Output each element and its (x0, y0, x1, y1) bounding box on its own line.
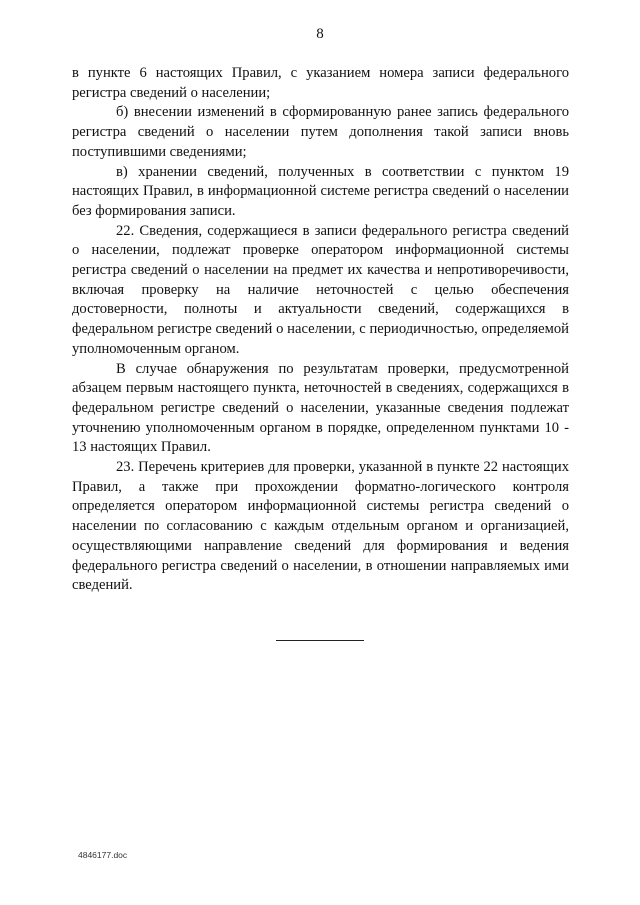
page-number: 8 (316, 26, 324, 42)
paragraph-continuation: в пункте 6 настоящих Правил, с указанием номера записи федерального регистра сведений о населении; (72, 65, 569, 101)
paragraph-clause-22: 22. Сведения, содержащиеся в записи федерального регистра сведений о населении, подлежат проверке оператором информационной системы регистра сведений о населении на предмет их качества и непротиворечивости, включая проверку на наличие неточностей с целью обеспечения достоверности, полноты и актуальности сведений, содержащихся в федеральном регистре сведений о населении, с периодичностью, определяемой уполномоченным органом. (72, 222, 569, 357)
end-separator-line (276, 640, 364, 641)
document-body (72, 64, 569, 596)
paragraph-item-b: б) внесении изменений в сформированную ранее запись федерального регистра сведений о населении путем дополнения такой записи вновь поступившими сведениями; (72, 104, 569, 160)
file-id-footer: 4846177.doc (78, 850, 128, 860)
paragraph-item-v: в) хранении сведений, полученных в соответствии с пунктом 19 настоящих Правил, в информационной системе регистра сведений о населении без формирования записи. (72, 163, 569, 219)
paragraph-clause-22-second: В случае обнаружения по результатам проверки, предусмотренной абзацем первым настоящего пункта, неточностей в сведениях, содержащихся в федеральном регистре сведений о населении, указанные сведения подлежат уточнению уполномоченным органом в порядке, определенном пунктами 10 - 13 настоящих Правил. (72, 360, 569, 456)
paragraph-clause-23: 23. Перечень критериев для проверки, указанной в пункте 22 настоящих Правил, а также при прохождении форматно-логического контроля определяется оператором информационной системы регистра сведений о населении по согласованию с каждым отдельным органом и организацией, осуществляющими направление сведений для формирования и ведения федерального регистра сведений о населении, в отношении направляемых ими сведений. (72, 459, 569, 594)
